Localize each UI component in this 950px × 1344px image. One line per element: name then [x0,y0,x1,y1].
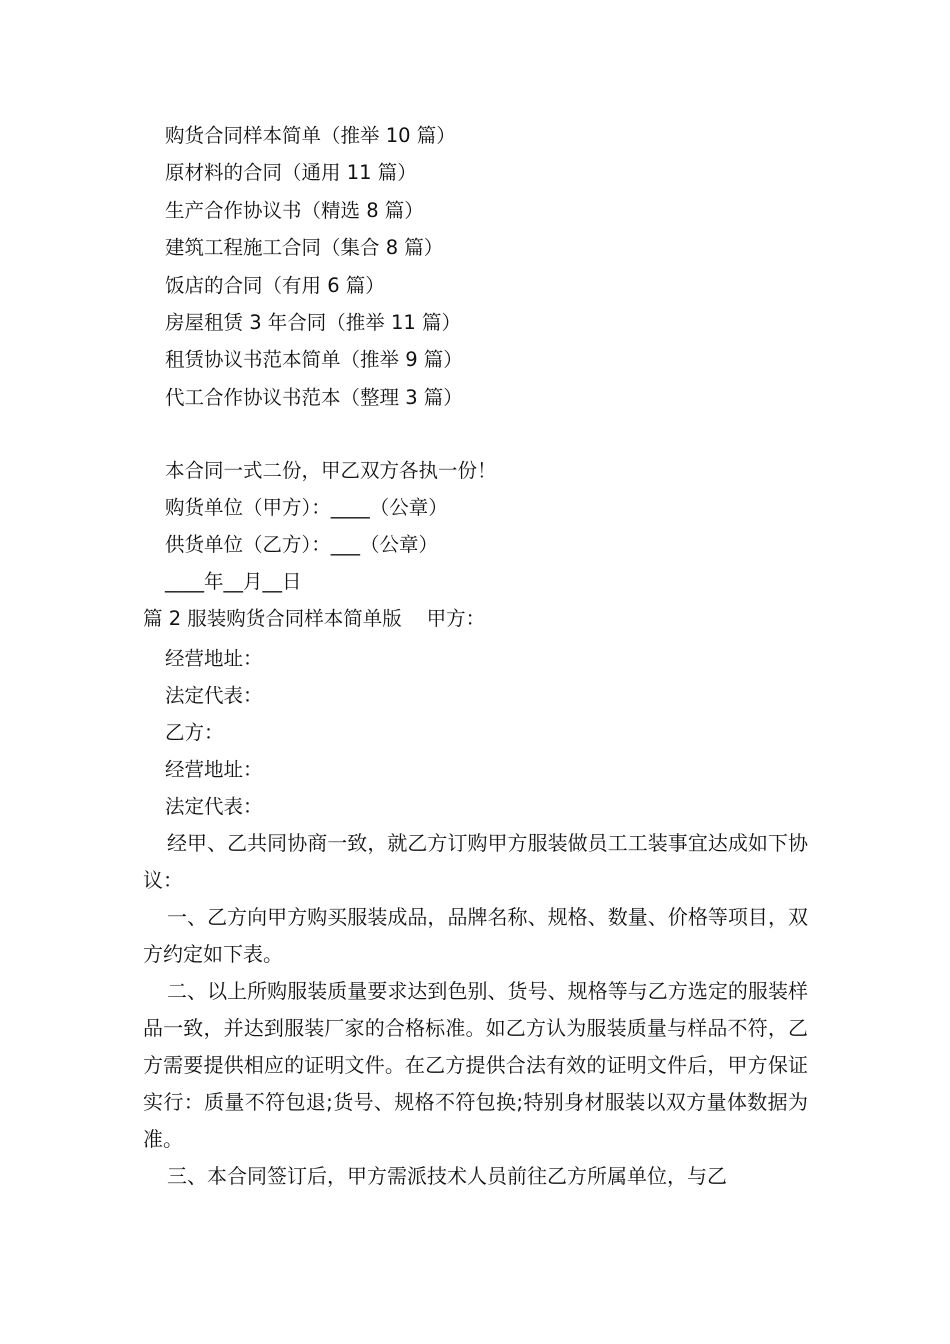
list-item[interactable]: 购货合同样本简单（推举 10 篇） [165,124,456,147]
list-item[interactable]: 生产合作协议书（精选 8 篇） [165,198,424,222]
agreement-intro-paragraph: 经甲、乙共同协商一致，就乙方订购甲方服装做员工工装事宜达成如下协议： [143,831,808,892]
supplier-signature-line: 供货单位（乙方）：___（公章） [165,533,439,556]
buyer-signature-line: 购货单位（甲方）：____（公章） [165,496,448,519]
party-a-representative-label: 法定代表： [165,684,263,707]
party-b-label: 乙方： [165,721,224,744]
clause-2-paragraph: 二、以上所购服装质量要求达到色别、货号、规格等与乙方选定的服装样品一致，并达到服装厂家的合格标准。如乙方认为服装质量与样品不符，乙方需要提供相应的证明文件。在乙方提供合法有效的证明文件后，甲方保证实行：质量不符包退;货号、规格不符包换;特别身材服装以双方量体数据为准。 [143,979,808,1151]
list-item[interactable]: 饭店的合同（有用 6 篇） [165,273,385,297]
list-item[interactable]: 原材料的合同（通用 11 篇） [165,161,417,185]
copies-statement: 本合同一式二份，甲乙双方各执一份！ [165,459,497,482]
party-b-address-label: 经营地址： [165,758,263,781]
related-contracts-list [165,117,463,416]
list-item[interactable]: 租赁协议书范本简单（推举 9 篇） [165,348,463,372]
party-b-representative-label: 法定代表： [165,795,263,818]
list-item[interactable]: 建筑工程施工合同（集合 8 篇） [165,236,444,260]
clause-3-paragraph: 三、本合同签订后，甲方需派技术人员前往乙方所属单位，与乙 [167,1164,727,1188]
party-a-address-label: 经营地址： [165,647,263,670]
section-heading: 篇 2 服装购货合同样本简单版 甲方： [143,607,486,630]
date-line: ____年__月__日 [165,570,302,593]
clause-1-paragraph: 一、乙方向甲方购买服装成品，品牌名称、规格、数量、价格等项目，双方约定如下表。 [143,905,808,966]
list-item[interactable]: 代工合作协议书范本（整理 3 篇） [165,385,463,409]
list-item[interactable]: 房屋租赁 3 年合同（推举 11 篇） [165,310,462,334]
